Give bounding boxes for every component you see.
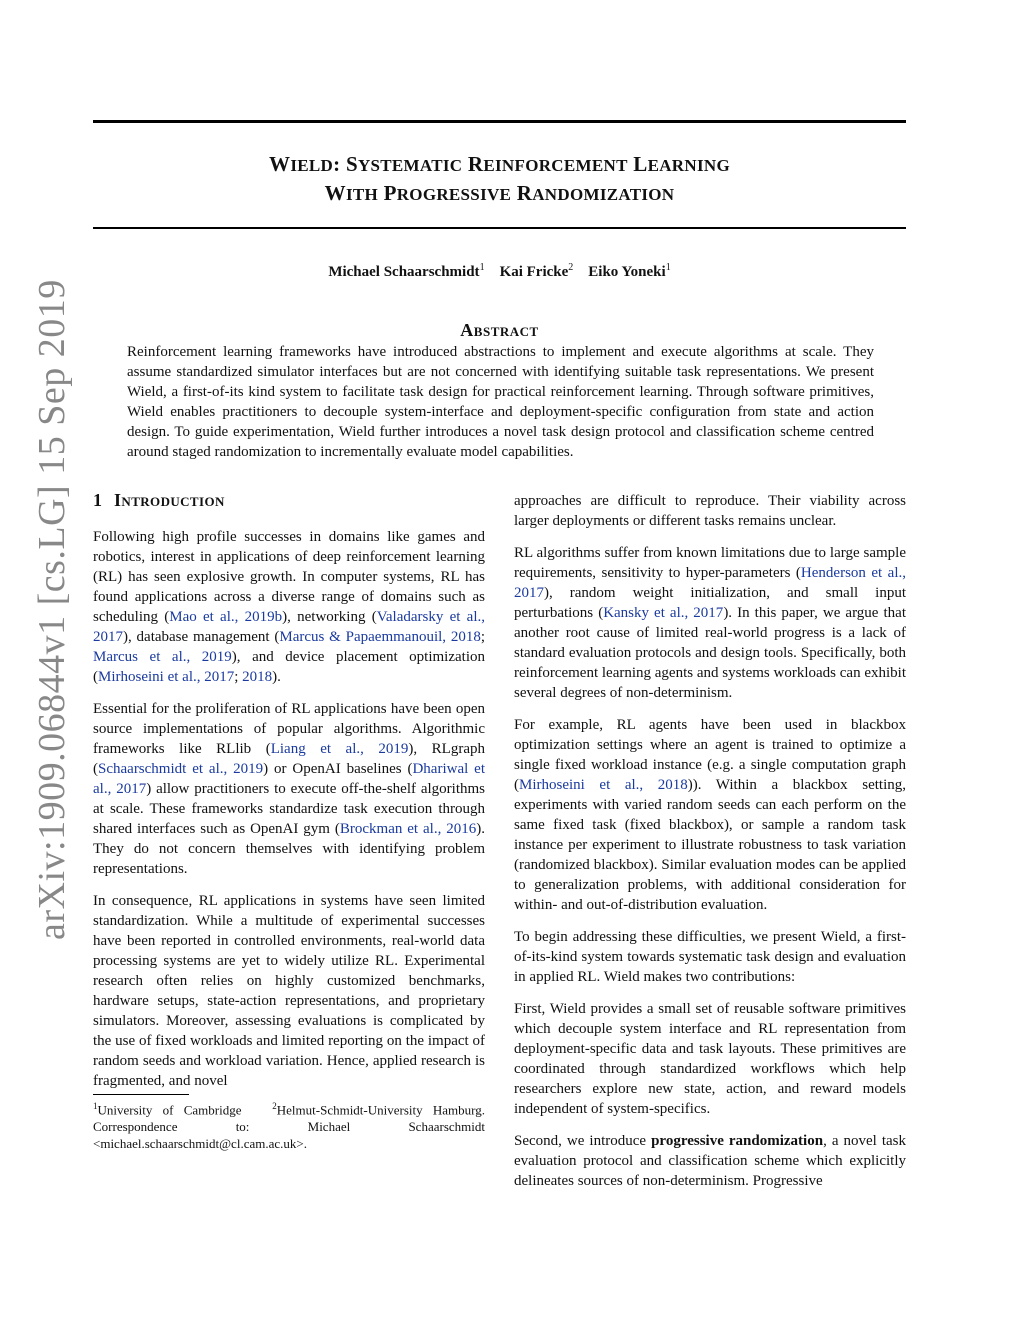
abstract-heading: Abstract	[460, 320, 539, 340]
title-rule-top	[93, 120, 906, 123]
citation-link[interactable]: 2018	[242, 669, 273, 685]
citation-link[interactable]: Schaarschmidt et al., 2019	[98, 761, 264, 777]
citation-link[interactable]: Brockman et al., 2016	[339, 821, 477, 837]
paragraph: First, Wield provides a small set of reusable software primitives which decouple system interface and RL representation from deployment-specific data and task layouts. These primitives are coordinated through standardized workflows which help researchers explore new state, action, and reward models independent of system-specifics.	[514, 1001, 906, 1117]
paper-title-line-2: WITH PROGRESSIVE RANDOMIZATION	[324, 181, 675, 205]
section-number: 1	[93, 490, 102, 510]
arxiv-identifier-stamp[interactable]: arXiv:1909.06844v1 [cs.LG] 15 Sep 2019	[31, 279, 73, 940]
author-affiliation-mark: 1	[479, 262, 485, 273]
author-name: Michael Schaarschmidt	[328, 264, 480, 280]
author-affiliation-mark: 2	[568, 262, 574, 273]
abstract-body: Reinforcement learning frameworks have introduced abstractions to implement and execute algorithms at scale. They assume standardized simulator interfaces but are not concerned with identifying suitable task representations. We present Wield, a first-of-its kind system to facilitate task design for practical reinforcement learning. Through software primitives, Wield enables practitioners to decouple system-interface and deployment-specific configuration from state and action design. To guide experimentation, Wield further introduces a novel task design protocol and classification scheme centred around staged randomization to incrementally evaluate model capabilities.	[127, 344, 874, 460]
bold-term: progressive randomization	[651, 1133, 824, 1149]
paper-title-line-1: WIELD: SYSTEMATIC REINFORCEMENT LEARNING	[269, 152, 730, 176]
paragraph: In consequence, RL applications in systems have seen limited standardization. While a multitude of experimental successes have been reported in controlled environments, real-world data processing systems are yet to widely utilize RL. Experimental research often relies on highly customized benchmarks, hardware setups, state-action representations, and proprietary simulators. Moreover, assessing evaluations is complicated by the use of fixed workloads and limited reporting on the impact of random seeds and workload variation. Hence, applied research is fragmented, and novel	[93, 893, 485, 1089]
citation-link[interactable]: Dhariwal et al., 2017	[93, 761, 485, 797]
right-column	[514, 491, 906, 1203]
paragraph: Second, we introduce progressive randomization, a novel task evaluation protocol and classification scheme which explicitly delineates sources of non-determinism. Progressive	[514, 1133, 906, 1189]
footnote-rule	[93, 1094, 189, 1095]
author-list	[93, 262, 906, 281]
section-title: Introduction	[114, 490, 225, 510]
author-name: Kai Fricke	[499, 264, 569, 280]
citation-link[interactable]: Mao et al., 2019b	[169, 609, 283, 625]
citation-link[interactable]: Liang et al., 2019	[270, 741, 409, 757]
citation-link[interactable]: Mirhoseini et al., 2017	[98, 669, 235, 685]
paragraph: Essential for the proliferation of RL applications have been open source implementations of popular algorithms. Algorithmic frameworks like RLlib (Liang et al., 2019), RLgraph (Schaarschmidt et al., 2019) or OpenAI baselines (Dhariwal et al., 2017) allow practitioners to execute off-the-shelf algorithms at scale. These frameworks standardize task execution through shared interfaces such as OpenAI gym (Brockman et al., 2016). They do not concern themselves with identifying problem representations.	[93, 701, 486, 877]
left-column	[93, 490, 485, 1103]
citation-link[interactable]: Marcus & Papaemmanouil, 2018	[279, 629, 481, 645]
paragraph: RL algorithms suffer from known limitations due to large sample requirements, sensitivity to hyper-parameters (Henderson et al., 2017), random weight initialization, and small input perturbations (Kansky et al., 2017). In this paper, we argue that another root cause of limited real-world progress is a lack of standard evaluation protocols and design tools. Specifically, both reinforcement learning agents and systems workloads can exhibit several degrees of non-determinism.	[514, 545, 906, 701]
citation-link[interactable]: Valadarsky et al., 2017	[93, 609, 485, 645]
citation-link[interactable]: Mirhoseini et al., 2018	[519, 777, 688, 793]
citation-link[interactable]: Henderson et al., 2017	[514, 565, 906, 601]
citation-link[interactable]: Marcus et al., 2019	[93, 649, 232, 665]
section-heading	[93, 490, 485, 510]
author-name: Eiko Yoneki	[588, 264, 666, 280]
author-affiliation-mark: 1	[665, 262, 671, 273]
paragraph: approaches are difficult to reproduce. Their viability across larger deployments or different tasks remains unclear.	[514, 493, 906, 529]
citation-link[interactable]: Kansky et al., 2017	[603, 605, 724, 621]
footnote: $^1$University of Cambridge $^2$Helmut-Schmidt-University Hamburg. Correspondence to: Michael Schaarschmidt <michael.schaarschmidt@cl.cam.ac.uk>.	[93, 1101, 486, 1152]
paragraph: To begin addressing these difficulties, we present Wield, a first-of-its-kind system towards systematic task design and evaluation in applied RL. Wield makes two contributions:	[514, 929, 906, 985]
paragraph: For example, RL agents have been used in blackbox optimization settings where an agent is trained to optimize a single fixed workload instance (e.g. a single computation graph (Mirhoseini et al., 2018)). Within a blackbox setting, experiments with varied random seeds can each perform on the same fixed task (fixed blackbox), or sample a random task instance per experiment to illustrate robustness to task variation (randomized blackbox). Similar evaluation modes can be applied to generalization problems, with additional consideration for within- and out-of-distribution evaluation.	[514, 717, 907, 913]
title-rule-bottom	[93, 227, 906, 229]
paragraph: Following high profile successes in domains like games and robotics, interest in applications of deep reinforcement learning (RL) has seen explosive growth. In computer systems, RL has found applications across a diverse range of domains such as scheduling (Mao et al., 2019b), networking (Valadarsky et al., 2017), database management (Marcus & Papaemmanouil, 2018; Marcus et al., 2019), and device placement optimization (Mirhoseini et al., 2017; 2018).	[93, 529, 486, 685]
